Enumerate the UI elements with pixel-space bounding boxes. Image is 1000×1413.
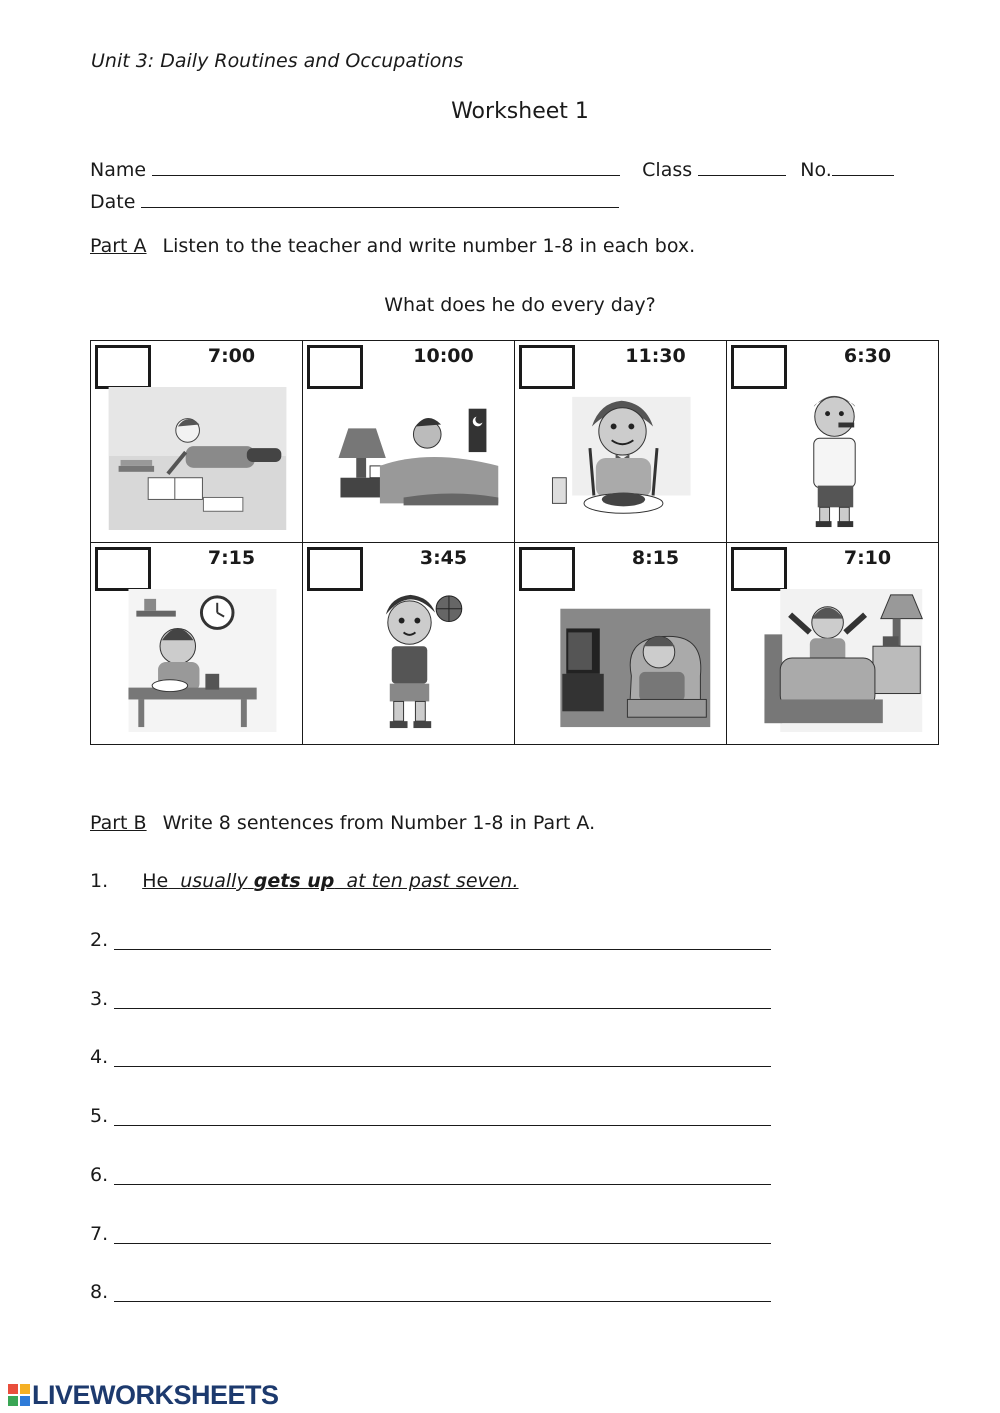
answer-number: 8. bbox=[90, 1281, 109, 1303]
answer-box[interactable] bbox=[95, 345, 151, 389]
example-number: 1. bbox=[90, 870, 109, 892]
answer-number: 3. bbox=[90, 988, 109, 1010]
example-answer bbox=[114, 870, 518, 892]
grid-cell bbox=[515, 341, 727, 543]
cell-time: 3:45 bbox=[419, 547, 468, 569]
boy-eating-lunch-icon bbox=[531, 387, 712, 530]
name-row bbox=[90, 155, 894, 181]
part-b-heading bbox=[90, 812, 595, 834]
answer-box[interactable] bbox=[95, 547, 151, 591]
example-rest: at ten past seven. bbox=[346, 870, 519, 892]
name-label: Name bbox=[90, 159, 147, 181]
no-label: No. bbox=[800, 159, 832, 181]
cell-time: 11:30 bbox=[625, 345, 686, 367]
cell-time: 6:30 bbox=[843, 345, 892, 367]
answer-line-3[interactable] bbox=[114, 1008, 771, 1009]
cell-time: 7:10 bbox=[843, 547, 892, 569]
answer-row bbox=[90, 1164, 108, 1186]
answer-box[interactable] bbox=[307, 547, 363, 591]
unit-heading: Unit 3: Daily Routines and Occupations bbox=[91, 50, 464, 72]
answer-row bbox=[90, 1281, 108, 1303]
cell-time: 7:00 bbox=[207, 345, 256, 367]
answer-line-8[interactable] bbox=[114, 1301, 771, 1302]
grid-cell bbox=[91, 341, 303, 543]
answer-box[interactable] bbox=[519, 547, 575, 591]
logo-text: LIVEWORKSHEETS bbox=[32, 1380, 279, 1410]
date-field[interactable] bbox=[141, 187, 619, 208]
cell-time: 8:15 bbox=[631, 547, 680, 569]
class-field[interactable] bbox=[698, 155, 786, 176]
answer-line-5[interactable] bbox=[114, 1125, 771, 1126]
grid-cell bbox=[727, 341, 939, 543]
answer-number: 7. bbox=[90, 1223, 109, 1245]
answer-row bbox=[90, 1223, 108, 1245]
class-label: Class bbox=[642, 159, 693, 181]
date-label: Date bbox=[90, 191, 136, 213]
cell-time: 7:15 bbox=[207, 547, 256, 569]
grid-cell bbox=[727, 543, 939, 745]
example-sentence bbox=[90, 870, 519, 892]
answer-number: 5. bbox=[90, 1105, 109, 1127]
boy-watching-tv-icon bbox=[531, 589, 712, 732]
part-b-label: Part B bbox=[90, 812, 147, 834]
part-a-question: What does he do every day? bbox=[384, 294, 656, 316]
part-a-heading bbox=[90, 235, 695, 257]
part-a-instruction: Listen to the teacher and write number 1-8 in each box. bbox=[162, 235, 696, 257]
answer-number: 4. bbox=[90, 1046, 109, 1068]
answer-row bbox=[90, 1105, 108, 1127]
grid-cell bbox=[303, 543, 515, 745]
name-field[interactable] bbox=[152, 155, 620, 176]
boy-eating-breakfast-icon bbox=[107, 589, 288, 732]
grid-cell bbox=[91, 543, 303, 745]
answer-line-2[interactable] bbox=[114, 949, 771, 950]
grid-cell bbox=[515, 543, 727, 745]
answer-box[interactable] bbox=[731, 547, 787, 591]
example-adverb: usually bbox=[180, 870, 248, 892]
answer-line-6[interactable] bbox=[114, 1184, 771, 1185]
liveworksheets-mark-icon bbox=[8, 1384, 30, 1406]
answer-box[interactable] bbox=[519, 345, 575, 389]
boy-playing-basketball-icon bbox=[319, 589, 500, 732]
answer-line-7[interactable] bbox=[114, 1243, 771, 1244]
no-field[interactable] bbox=[832, 155, 894, 176]
answer-row bbox=[90, 988, 108, 1010]
answer-row bbox=[90, 1046, 108, 1068]
answer-box[interactable] bbox=[731, 345, 787, 389]
date-row bbox=[90, 187, 619, 213]
cell-time: 10:00 bbox=[413, 345, 474, 367]
part-a-label: Part A bbox=[90, 235, 147, 257]
boy-studying-icon bbox=[107, 387, 288, 530]
boy-getting-up-icon bbox=[743, 589, 924, 732]
worksheet-title: Worksheet 1 bbox=[451, 99, 589, 124]
picture-grid bbox=[90, 340, 939, 745]
example-subject: He bbox=[142, 870, 169, 892]
grid-cell bbox=[303, 341, 515, 543]
answer-number: 6. bbox=[90, 1164, 109, 1186]
boy-going-to-bed-icon bbox=[319, 387, 500, 530]
liveworksheets-logo bbox=[8, 1380, 279, 1411]
answer-number: 2. bbox=[90, 929, 109, 951]
part-b-instruction: Write 8 sentences from Number 1-8 in Part A. bbox=[162, 812, 596, 834]
example-verb: gets up bbox=[253, 870, 335, 892]
answer-box[interactable] bbox=[307, 345, 363, 389]
answer-row bbox=[90, 929, 108, 951]
boy-brushing-teeth-icon bbox=[743, 387, 924, 530]
answer-line-4[interactable] bbox=[114, 1066, 771, 1067]
